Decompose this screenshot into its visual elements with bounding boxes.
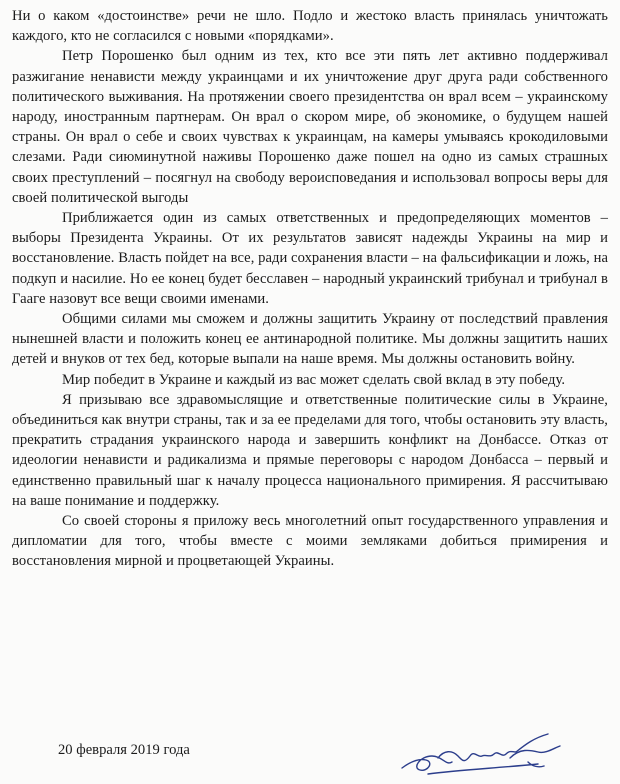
paragraph-7: Со своей стороны я приложу весь многолетний опыт государственного управления и дипломатии для того, чтобы вместе с моими земляками добиться примирения и восстановления мирной и процветающей Украины. [12,513,608,570]
paragraph-4: Общими силами мы сможем и должны защитить Украину от последствий правления нынешней власти и положить конец ее антинародной политике. Мы должны защитить наших детей и внуков от тех бед, которые выпали на наше время. Мы должны остановить войну. [12,311,608,368]
handwritten-signature [398,728,568,780]
letter-date: 20 февраля 2019 года [58,742,190,758]
paragraph-2: Петр Порошенко был одним из тех, кто все эти пять лет активно поддерживал разжигание ненависти между украинцами и их уничтожение друг друга ради собственного политического выживания. На протяжении своего президентства он врал всем – украинскому народу, иностранным партнерам. Он врал о скором мире, об экономике, о будущем нашей страны. Он врал о себе и своих чувствах к украинцам, на камеры умываясь крокодиловыми слезами. Ради сиюминутной наживы Порошенко даже пошел на одно из самых страшных своих преступлений – посягнул на свободу вероисповедания и использовал вопросы веры для своей политической выгоды [12,48,608,206]
paragraph-3: Приближается один из самых ответственных и предопределяющих моментов – выборы Президента Украины. От их результатов зависят надежды Украины на мир и восстановление. Власть пойдет на все, ради сохранения власти – на фальсификации и ложь, на подкуп и насилие. Но ее конец будет бесславен – народный украинский трибунал и трибунал в Гааге назовут все вещи своими именами. [12,210,608,307]
paragraph-6: Я призываю все здравомыслящие и ответственные политические силы в Украине, объединиться как внутри страны, так и за ее пределами для того, чтобы остановить эту власть, прекратить страдания украинского народа и завершить конфликт на Донбассе. Отказ от идеологии ненависти и радикализма и прямые переговоры с народом Донбасса – первый и единственно правильный шаг к началу процесса национального примирения. Я рассчитываю на ваше понимание и поддержку. [12,391,608,509]
paragraph-5: Мир победит в Украине и каждый из вас может сделать свой вклад в эту победу. [62,371,566,388]
paragraph-1: Ни о каком «достоинстве» речи не шло. Подло и жестоко власть принялась уничтожать каждого, кто не согласился с новыми «порядками». [12,8,608,45]
letter-footer [0,728,620,784]
